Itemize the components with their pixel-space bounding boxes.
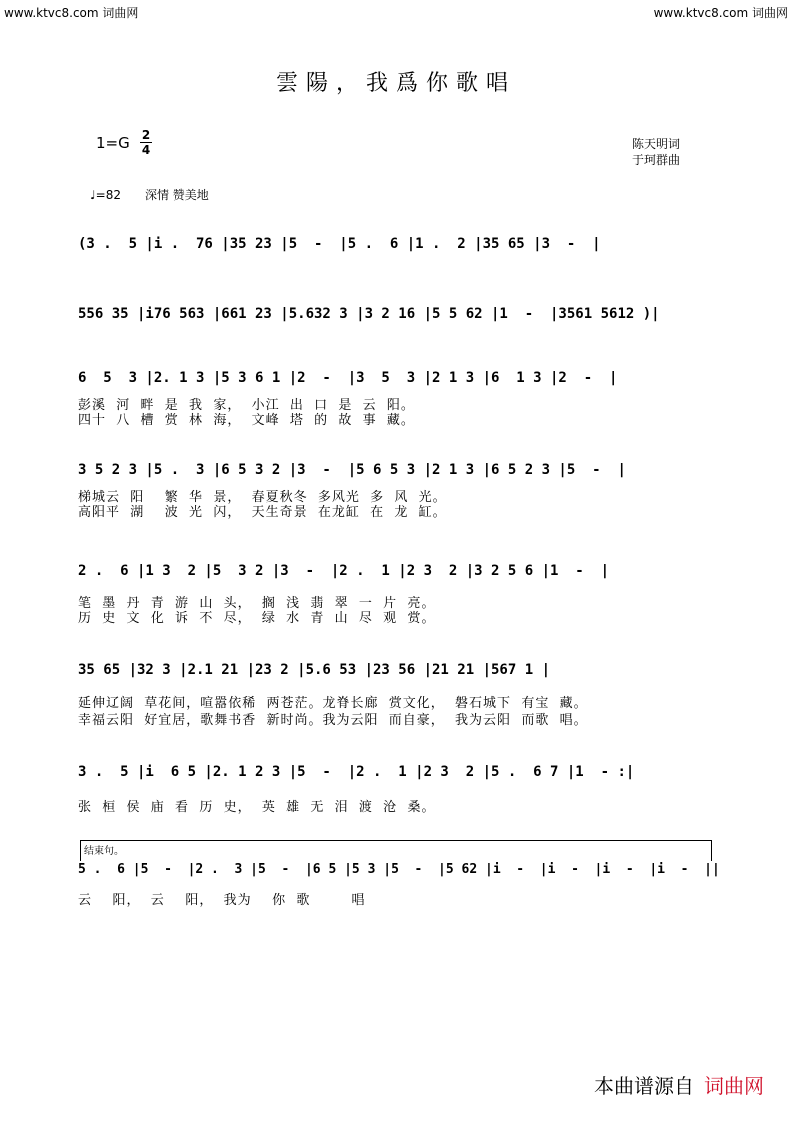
- tempo-marking: [90, 186, 209, 203]
- footer-source-text: 本曲谱源自: [594, 1074, 694, 1098]
- score-system-1: (3 . 5 |i . 76 |35 23 |5 - |5 . 6 |1 . 2 |35 65 |3 - |: [78, 236, 601, 252]
- key-signature: 1=G: [96, 134, 130, 152]
- time-signature-top: 2: [141, 128, 151, 142]
- watermark-left: www.ktvc8.com 词曲网: [4, 6, 139, 20]
- tempo-expression: 深情 赞美地: [144, 188, 209, 202]
- score-system-8: 5 . 6 |5 - |2 . 3 |5 - |6 5 |5 3 |5 - |5 62 |i - |i - |i - |i - ||: [78, 862, 720, 877]
- score-system-4: 3 5 2 3 |5 . 3 |6 5 3 2 |3 - |5 6 5 3 |2 1 3 |6 5 2 3 |5 - |: [78, 462, 626, 478]
- lyric-line-3-1: 彭溪 河 畔 是 我 家， 小江 出 口 是 云 阳。: [78, 398, 415, 413]
- score-system-7: 3 . 5 |i 6 5 |2. 1 2 3 |5 - |2 . 1 |2 3 2 |5 . 6 7 |1 - :|: [78, 764, 635, 780]
- lyric-line-7-1: 张 桓 侯 庙 看 历 史， 英 雄 无 泪 渡 沧 桑。: [78, 800, 436, 815]
- credits: [632, 136, 680, 168]
- lyricist-credit: 陈天明词: [632, 137, 681, 151]
- lyric-line-5-1: 笔 墨 丹 青 游 山 头， 搁 浅 翡 翠 一 片 亮。: [78, 596, 436, 611]
- lyric-line-4-1: 梯城云 阳 繁 华 景， 春夏秋冬 多风光 多 风 光。: [78, 490, 447, 505]
- footer-brand[interactable]: 词曲网: [704, 1074, 764, 1098]
- lyric-line-3-2: 四十 八 槽 赏 林 海， 文峰 塔 的 故 事 藏。: [78, 413, 415, 428]
- composer-credit: 于珂群曲: [632, 153, 681, 167]
- lyric-line-4-2: 高阳平 湖 波 光 闪， 天生奇景 在龙缸 在 龙 缸。: [78, 505, 447, 520]
- watermark-right: www.ktvc8.com 词曲网: [653, 6, 788, 20]
- score-system-6: 35 65 |32 3 |2.1 21 |23 2 |5.6 53 |23 56 |21 21 |567 1 |: [78, 662, 551, 678]
- score-system-3: 6 5 3 |2. 1 3 |5 3 6 1 |2 - |3 5 3 |2 1 3 |6 1 3 |2 - |: [78, 370, 618, 386]
- time-signature: [140, 128, 152, 157]
- lyric-line-5-2: 历 史 文 化 诉 不 尽， 绿 水 青 山 尽 观 赏。: [78, 611, 436, 626]
- score-system-5: 2 . 6 |1 3 2 |5 3 2 |3 - |2 . 1 |2 3 2 |3 2 5 6 |1 - |: [78, 563, 610, 579]
- source-footer: [594, 1070, 764, 1099]
- lyric-line-8-1: 云 阳， 云 阳， 我为 你 歌 唱: [78, 893, 366, 908]
- tempo-bpm: ♩=82: [90, 188, 121, 202]
- time-signature-bottom: 4: [141, 143, 151, 157]
- lyric-line-6-2: 幸福云阳 好宜居，歌舞书香 新时尚。我为云阳 而自豪， 我为云阳 而歌 唱。: [78, 713, 588, 728]
- song-title: 雲陽，我爲你歌唱: [275, 71, 516, 96]
- ending-label: 结束句。: [84, 846, 124, 857]
- lyric-line-6-1: 延伸辽阔 草花间，喧嚣依稀 两苍茫。龙脊长廊 赏文化， 磐石城下 有宝 藏。: [78, 696, 588, 711]
- score-system-2: 556 35 |i76 563 |661 23 |5.632 3 |3 2 16 |5 5 62 |1 - |3561 5612 )|: [78, 306, 660, 322]
